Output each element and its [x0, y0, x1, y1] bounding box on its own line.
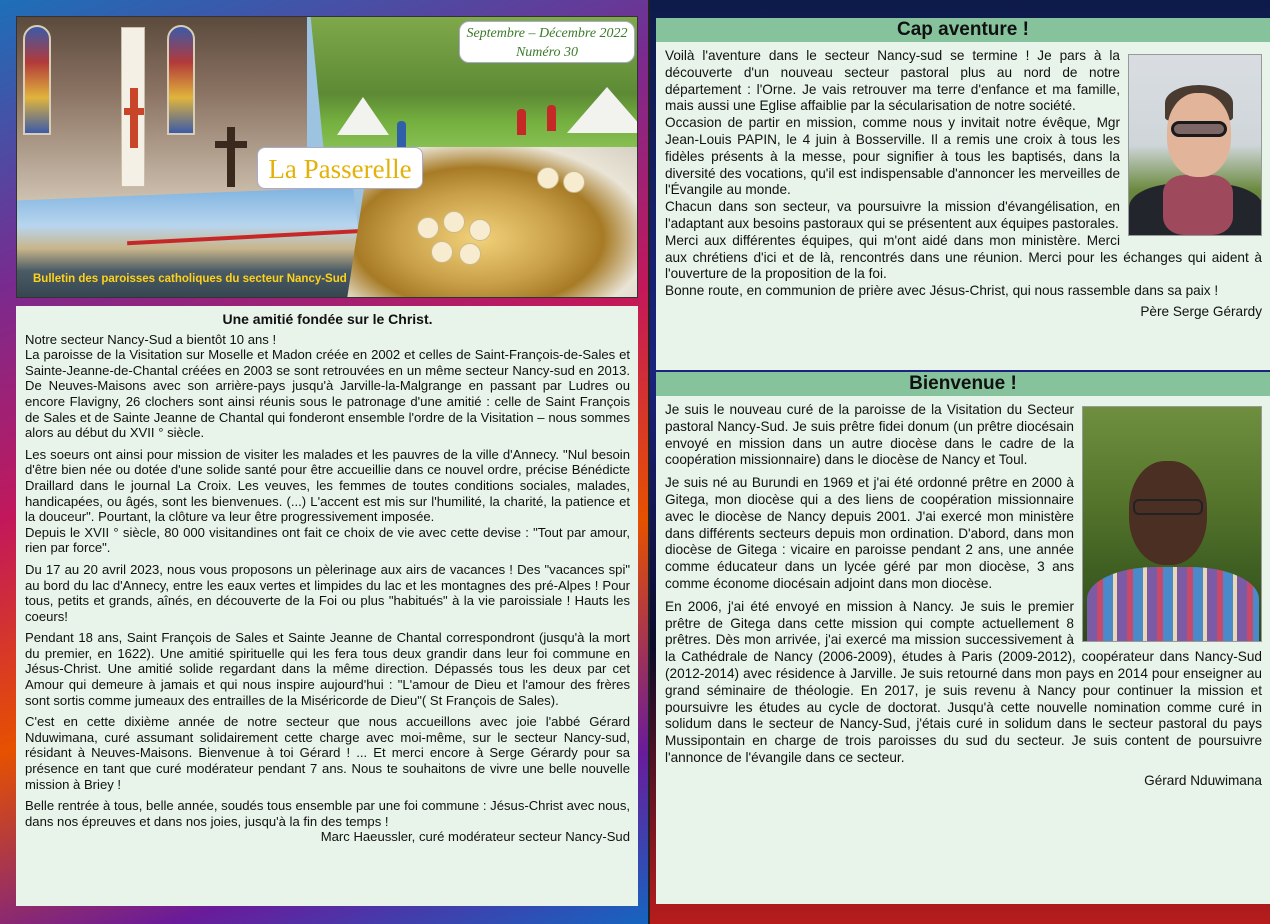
stained-glass-window: [23, 25, 51, 135]
paragraph: Voilà l'aventure dans le secteur Nancy-sud se termine ! Je pars à la découverte d'un nouveau secteur pastoral plus au nord de notre département : l'Orne. Je vais retrouver ma terre d'enfance et ma famille, mais aussi une Eglise affaiblie par la sécularisation de notre société.: [665, 48, 1120, 114]
signature: Gérard Nduwimana: [1144, 772, 1262, 788]
paragraph: Pendant 18 ans, Saint François de Sales et Sainte Jeanne de Chantal correspondront (jusqu'à la mort du premier, en 1622). Une amitié spirituelle qui les fera tous deux grandir dans leur foi commune en Jésus-Christ. Une amitié solide regardant dans la même direction. Dépassés tous les deux par cet Amour qui demeure à jamais et qui nous inspire aujourd'hui : "L'amour de Dieu et l'amour des frères sont sortis comme jumeaux des entrailles de la Miséricorde de Dieu"( St François de Sales).: [25, 630, 630, 708]
paragraph: Du 17 au 20 avril 2023, nous vous proposons un pèlerinage aux airs de vacances ! Des "vacances spi" au bord du lac d'Annecy, entre les eaux vertes et limpides du lac et les montagnes des pré-Alpes ! Pour tous, petits et grands, aînés, en découverte de la Foi ou plus "habitués" à la vie paroissiale ! Hauts les coeurs!: [25, 561, 630, 624]
paragraph: Depuis le XVII ° siècle, 80 000 visitandines ont fait ce choix de vie avec cette devise : "Tout par amour, rien par force".: [25, 524, 630, 556]
paragraph: Belle rentrée à tous, belle année, soudés tous ensemble par une foi commune : Jésus-Christ avec nous, dans nos épreuves et dans nos joies, jusqu'à la fin des temps !: [25, 798, 630, 829]
article-cap-aventure: [656, 18, 1270, 370]
paragraph: La paroisse de la Visitation sur Moselle et Madon créée en 2002 et celles de Saint-François-de-Sales et Sainte-Jeanne-de-Chantal créées en 2003 se sont retrouvées en un même secteur Nancy-sud en 2013. De Neuves-Maisons avec son arrière-pays jusqu'à Jarville-la-Malgrange en passant par Ludres ou encore Flavigny, 26 clochers sont ainsi réunis sous le patronage d'une amitié : celle de Saint François de Sales et de Sainte Jeanne de Chantal qui fonderont ensemble l'ordre de la Visitation – nous sommes alors au début du XVII ° siècle.: [25, 347, 630, 441]
stained-glass-window: [167, 25, 195, 135]
gerard-nduwimana-photo: [1082, 406, 1262, 642]
paschal-candle: [121, 27, 145, 187]
paragraph: Occasion de partir en mission, comme nous y invitait notre évêque, Mgr Jean-Louis PAPIN, le 4 juin à Bosserville. Il a remis une croix à tous les fidèles présents à la messe, pour signifier à tous les baptisés, dans la diversité des vocations, qu'il est indispensable d'annoncer les merveilles de l'Évangile au monde.: [665, 115, 1120, 198]
article-amitie: [16, 306, 638, 906]
serge-gerardy-photo: [1128, 54, 1262, 236]
paragraph: Bonne route, en communion de prière avec Jésus-Christ, qui nous rassemble dans sa paix !: [665, 283, 1219, 299]
article-title: Une amitié fondée sur le Christ.: [222, 311, 433, 327]
paragraph: Les soeurs ont ainsi pour mission de visiter les malades et les pauvres de la ville d'Annecy. "Nul besoin d'être bien née ou dotée d'une solide santé pour être accueillie dans ce nouvel ordre, précise Bénédicte Draillard dans le journal La Croix. Les veuves, les femmes de toutes conditions sociales, malades, handicapées, ou âgés, sont les bienvenues. (...) L'accent est mis sur l'humilité, la charité, la patience et la douceur". Pourtant, la clôture va leur être progressivement imposée.: [25, 446, 630, 525]
section-title: Bienvenue !: [656, 372, 1270, 396]
article-bienvenue: [656, 372, 1270, 904]
signature: Marc Haeussler, curé modérateur secteur Nancy-Sud: [320, 829, 630, 845]
issue-date-box: [459, 21, 635, 63]
header-banner: [16, 16, 638, 298]
paragraph: Merci aux différentes équipes, qui m'ont aidé dans mon ministère. Merci aux chrétiens d'ici et de là, rencontrés dans une réunion. Merci pour les échanges qui aident à l'ouverture de la proposition de la foi.: [665, 232, 1262, 282]
crucifix: [227, 127, 235, 187]
section-title: Cap aventure !: [656, 18, 1270, 42]
newsletter-subtitle: Bulletin des paroisses catholiques du secteur Nancy-Sud: [33, 273, 347, 285]
signature: Père Serge Gérardy: [1140, 303, 1262, 319]
paragraph: Chacun dans son secteur, va poursuivre la mission d'évangélisation, en l'adaptant aux besoins pastoraux qui se présentent aux équipes pastorales.: [665, 199, 1120, 231]
paragraph: Je suis le nouveau curé de la paroisse de la Visitation du Secteur pastoral Nancy-Sud. Je suis prêtre fidei donum (un prêtre diocésain envoyé en mission dans un autre diocèse dans le cadre de la coopération missionnaire) dans le diocèse de Nancy et Toul.: [665, 402, 1074, 468]
issue-date: Septembre – Décembre 2022: [466, 26, 628, 41]
paragraph: Je suis né au Burundi en 1969 et j'ai été ordonné prêtre en 2000 à Gitega, mon diocèse qui a des liens de coopération missionnaire avec le diocèse de Nancy depuis 2001. J'ai exercé mon ministère dans différents secteurs depuis mon ordination. D'abord, dans mon diocèse de Gitega : vicaire en paroisse pendant 2 ans, une année comme éducateur dans un lycée géré par mon diocèse, 3 ans comme économe diocésain adjoint dans mon diocèse.: [665, 475, 1074, 591]
issue-number: Numéro 30: [515, 45, 579, 60]
paragraph: En 2006, j'ai été envoyé en mission à Nancy. Je suis le premier prêtre de Gitega dans cette mission qui compte actuellement 8 prêtres. Dès mon arrivée, j'ai exercé ma mission successivement à la Cathédrale de Nancy (2006-2009), études à Paris (2009-2012), coopérateur dans Nancy-Sud (2012-2014) avec résidence à Jarville. Je suis retourné dans mon pays en 2014 pour enseigner au grand séminaire de théologie. En 2017, je suis revenu à Nancy pour continuer la mission et poursuivre les études au cycle de doctorat. Jusqu'à cette nouvelle nomination comme curé in solidum dans le secteur de Nancy-Sud, j'étais curé in solidum dans le secteur pastoral du pays Mussipontain en charge de trois paroisses du sud du secteur. Je suis content de poursuivre l'annonce de l'évangile dans ce secteur.: [665, 598, 1262, 765]
paragraph: C'est en cette dixième année de notre secteur que nous accueillons avec joie l'abbé Gérard Nduwimana, curé assumant solidairement cette charge avec moi-même, sur le secteur Nancy-sud, résidant à Neuves-Maisons. Bienvenue à toi Gérard ! ... Et merci encore à Serge Gérardy pour sa présence en tant que curé modérateur pendant 7 ans. Nous te souhaitons de vivre une belle nouvelle mission à Briey !: [25, 714, 630, 792]
paragraph: Notre secteur Nancy-Sud a bientôt 10 ans !: [25, 331, 277, 347]
newsletter-title: La Passerelle: [257, 147, 423, 189]
